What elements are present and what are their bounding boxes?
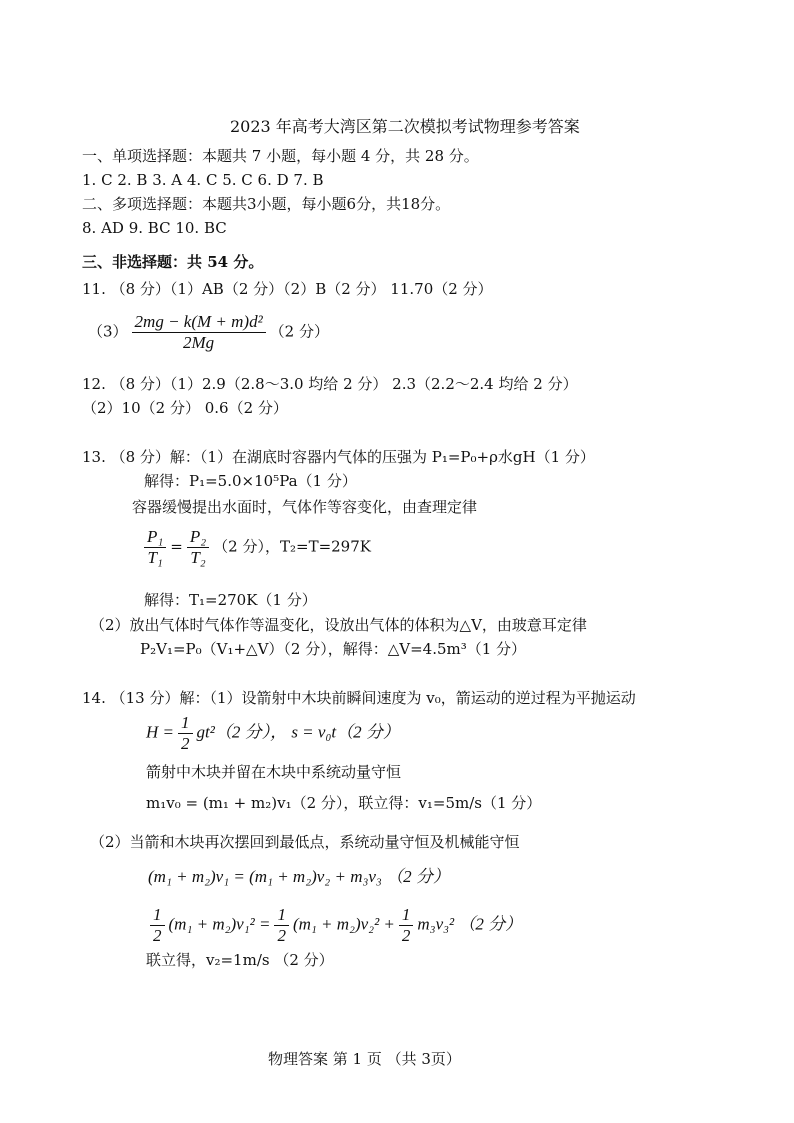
q13-line6: （2）放出气体时气体作等温变化，设放出气体的体积为△V，由玻意耳定律 — [90, 616, 587, 634]
section1-heading: 一、单项选择题：本题共 7 小题，每小题 4 分，共 28 分。 — [82, 147, 479, 165]
q11-fraction — [132, 312, 266, 353]
q14-eq4-f2-num: 1 — [274, 905, 289, 926]
q14-eq4-frac3 — [399, 905, 414, 946]
q11-fraction-denominator: 2Mg — [183, 333, 215, 352]
q11-fraction-numerator: 2mg − k(M + m)d² — [132, 312, 266, 333]
q14-eq3: (m₁ + m₂)v₁ = (m₁ + m₂)v₂ + m₃v₃ （2 分） — [148, 867, 450, 886]
q13-line2: 解得：P₁=5.0×10⁵Pa（1 分） — [144, 472, 357, 490]
section2-answers: 8. AD 9. BC 10. BC — [82, 219, 227, 237]
q14-eq4-f1-den: 2 — [153, 926, 162, 945]
q14-eq4-f3-num: 1 — [399, 905, 414, 926]
q13-frac2-num: P₂ — [187, 527, 209, 548]
q13-line3: 容器缓慢提出水面时，气体作等容变化，由查理定律 — [132, 498, 478, 516]
q14-line5: （2）当箭和木块再次摆回到最低点，系统动量守恒及机械能守恒 — [90, 833, 520, 851]
q14-eq4-f2-den: 2 — [277, 926, 286, 945]
q13-charles-equation — [140, 527, 371, 568]
q13-frac1-num: P₁ — [144, 527, 166, 548]
q13-line4-rest: （2 分），T₂=T=297K — [213, 537, 371, 556]
q13-line1: 13. （8 分）解：（1）在湖底时容器内气体的压强为 P₁=P₀+ρ水gH（1 分） — [82, 448, 595, 466]
q14-eq4-part-b: (m₁ + m₂)v₂² + — [292, 914, 395, 934]
section2-heading: 二、多项选择题：本题共3小题，每小题6分，共18分。 — [82, 195, 451, 213]
q14-eq4-frac2 — [274, 905, 289, 946]
q14-eq4-part-a: (m₁ + m₂)v₁² = — [168, 914, 271, 934]
q14-eq1-rest: gt²（2 分）， s = v₀t（2 分） — [196, 722, 400, 742]
q13-line7: P₂V₁=P₀（V₁+△V）（2 分），解得：△V=4.5m³（1 分） — [140, 640, 527, 658]
q14-eq1-frac — [178, 713, 193, 754]
q13-line5: 解得：T₁=270K（1 分） — [144, 591, 317, 609]
q14-line8: 联立得，v₂=1m/s （2 分） — [146, 951, 334, 969]
section1-answers: 1. C 2. B 3. A 4. C 5. C 6. D 7. B — [82, 171, 324, 189]
q13-frac-p2-t2 — [187, 527, 209, 568]
q14-eq4-f3-den: 2 — [401, 926, 411, 945]
q14-eq1-lhs: H = — [146, 722, 174, 742]
q11-part3-score: （2 分） — [269, 322, 329, 341]
q14-eq1-frac-num: 1 — [178, 713, 193, 734]
q14-eq4-f1-num: 1 — [150, 905, 165, 926]
q14-line1: 14. （13 分）解：（1）设箭射中木块前瞬间速度为 v₀，箭运动的逆过程为平抛运动 — [82, 689, 636, 707]
q14-eq4-frac1 — [150, 905, 165, 946]
q14-eq2: m₁v₀ = (m₁ + m₂)v₁（2 分），联立得：v₁=5m/s（1 分） — [146, 794, 542, 812]
q14-eq4-part-c: m₃v₃² （2 分） — [417, 914, 523, 934]
page-footer: 物理答案 第 1 页 （共 3页） — [268, 1050, 461, 1068]
q11-part3-label: （3） — [88, 322, 128, 341]
q12-line1: 12. （8 分）（1）2.9（2.8～3.0 均给 2 分） 2.3（2.2～2.4 均给 2 分） — [82, 375, 578, 393]
page-title: 2023 年高考大湾区第二次模拟考试物理参考答案 — [230, 117, 580, 136]
q11-part3 — [88, 312, 329, 353]
q13-equals: = — [170, 537, 183, 556]
q13-frac-p1-t1 — [144, 527, 166, 568]
q13-frac1-den: T₁ — [147, 548, 163, 567]
q14-eq1 — [146, 713, 400, 754]
q14-eq4 — [146, 905, 522, 946]
q13-frac2-den: T₂ — [190, 548, 206, 567]
q11-line1: 11. （8 分）（1）AB（2 分）（2）B（2 分） 11.70（2 分） — [82, 280, 493, 298]
q12-line2: （2）10（2 分） 0.6（2 分） — [82, 399, 288, 417]
q14-eq1-frac-den: 2 — [181, 734, 190, 753]
section3-heading: 三、非选择题：共 54 分。 — [82, 253, 264, 271]
q14-line3: 箭射中木块并留在木块中系统动量守恒 — [146, 763, 402, 781]
